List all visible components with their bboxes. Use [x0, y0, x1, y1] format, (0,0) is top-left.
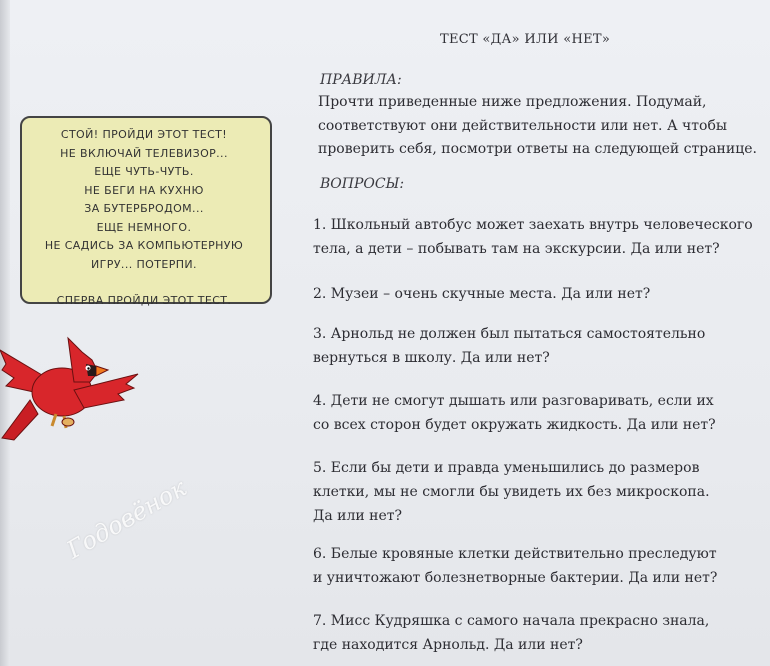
question-line: вернуться в школу. Да или нет?: [313, 350, 550, 366]
question-line: 5. Если бы дети и правда уменьшились до размеров: [313, 460, 700, 476]
bubble-line: СПЕРВА ПРОЙДИ ЭТОТ ТЕСТ.: [56, 294, 232, 307]
question-3: [313, 322, 753, 370]
question-6: [313, 542, 753, 590]
question-1: [313, 213, 753, 261]
question-2: [313, 282, 753, 306]
bubble-line: ЗА БУТЕРБРОДОМ...: [84, 202, 204, 215]
question-line: 6. Белые кровяные клетки действительно преследуют: [313, 546, 717, 562]
question-4: [313, 389, 753, 437]
question-5: [313, 456, 753, 528]
questions-label: ВОПРОСЫ:: [320, 176, 405, 192]
rules-text: [318, 91, 758, 162]
watermark: Годовёнок: [62, 473, 191, 565]
bubble-line: НЕ САДИСЬ ЗА КОМПЬЮТЕРНУЮ: [44, 239, 244, 252]
question-line: 7. Мисс Кудряшка с самого начала прекрасно знала,: [313, 613, 710, 629]
question-line: тела, а дети – побывать там на экскурсии. Да или нет?: [313, 241, 720, 257]
rules-line: Прочти приведенные ниже предложения. Подумай,: [318, 94, 707, 110]
bubble-spacer: [20, 274, 268, 292]
question-line: 1. Школьный автобус может заехать внутрь человеческого: [313, 217, 753, 233]
question-line: 3. Арнольд не должен был пытаться самостоятельно: [313, 326, 706, 342]
cardinal-bird-icon: [0, 330, 150, 445]
rules-line: проверить себя, посмотри ответы на следующей странице.: [318, 141, 757, 157]
question-line: клетки, мы не смогли бы увидеть их без микроскопа.: [313, 484, 710, 500]
bubble-line: НЕ БЕГИ НА КУХНЮ: [84, 183, 204, 197]
bubble-line: СТОЙ! ПРОЙДИ ЭТОТ ТЕСТ!: [60, 128, 228, 141]
rules-line: соответствуют они действительности или нет. А чтобы: [318, 117, 728, 134]
question-line: где находится Арнольд. Да или нет?: [313, 637, 583, 653]
page-title: ТЕСТ «ДА» ИЛИ «НЕТ»: [440, 32, 611, 47]
speech-bubble-text: [20, 126, 268, 311]
question-line: 4. Дети не смогут дышать или разговаривать, если их: [313, 393, 714, 409]
bubble-line: ЕЩЕ ЧУТЬ-ЧУТЬ.: [94, 165, 194, 178]
question-line: 2. Музеи – очень скучные места. Да или нет?: [313, 286, 651, 302]
bubble-line: НЕ ВКЛЮЧАЙ ТЕЛЕВИЗОР...: [60, 146, 228, 160]
question-line: и уничтожают болезнетворные бактерии. Да или нет?: [313, 570, 718, 586]
question-line: со всех сторон будет окружать жидкость. Да или нет?: [313, 417, 716, 433]
question-7: [313, 609, 753, 657]
bubble-line: ЕЩЕ НЕМНОГО.: [96, 220, 192, 234]
rules-label: ПРАВИЛА:: [320, 72, 402, 88]
bubble-line: ИГРУ... ПОТЕРПИ.: [91, 257, 197, 271]
question-line: Да или нет?: [313, 508, 403, 524]
